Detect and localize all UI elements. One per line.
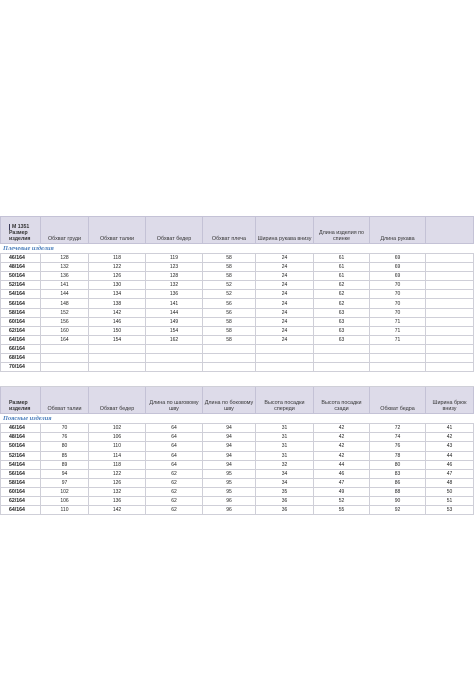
value-cell [426,308,474,317]
size-cell: 64/164 [1,335,41,344]
value-cell: 36 [256,496,314,505]
upper-section-row [1,244,474,254]
value-cell: 62 [146,487,203,496]
size-cell: 70/164 [1,363,41,372]
value-cell: 95 [203,478,256,487]
value-cell: 136 [89,496,146,505]
value-cell: 71 [370,317,426,326]
value-cell: 136 [146,290,203,299]
value-cell: 128 [41,254,89,263]
value-cell [256,363,314,372]
value-cell: 149 [146,317,203,326]
value-cell: 42 [314,424,370,433]
value-cell: 69 [370,272,426,281]
value-cell: 62 [146,469,203,478]
value-cell: 62 [314,299,370,308]
value-cell [426,281,474,290]
value-cell [89,354,146,363]
value-cell [426,254,474,263]
value-cell: 132 [41,263,89,272]
value-cell: 58 [203,254,256,263]
column-header: Обхват плеча [203,217,256,244]
column-header: Ширина брюк внизу [426,387,474,414]
value-cell: 52 [314,496,370,505]
value-cell [426,326,474,335]
value-cell [426,263,474,272]
value-cell: 62 [146,496,203,505]
column-header: Длина изделия по спинке [314,217,370,244]
lower-header-row [1,387,474,414]
value-cell: 152 [41,308,89,317]
value-cell [426,335,474,344]
value-cell: 31 [256,451,314,460]
value-cell: 78 [370,451,426,460]
size-header-label: Размер изделия [9,230,31,242]
table-row [1,290,474,299]
value-cell: 46 [314,469,370,478]
value-cell: 74 [370,433,426,442]
table-row [1,281,474,290]
value-cell: 148 [41,299,89,308]
value-cell: 34 [256,478,314,487]
value-cell [89,363,146,372]
value-cell: 35 [256,487,314,496]
value-cell: 24 [256,335,314,344]
value-cell: 64 [146,442,203,451]
value-cell: 56 [203,299,256,308]
value-cell: 76 [370,442,426,451]
value-cell: 24 [256,326,314,335]
value-cell: 58 [203,317,256,326]
value-cell: 63 [314,308,370,317]
value-cell: 94 [203,442,256,451]
table-row [1,424,474,433]
table-row [1,469,474,478]
value-cell: 24 [256,299,314,308]
lower-section-row [1,414,474,424]
value-cell: 142 [89,308,146,317]
size-cell: 62/164 [1,496,41,505]
value-cell: 43 [426,442,474,451]
value-cell: 95 [203,487,256,496]
value-cell: 64 [146,460,203,469]
column-header: Высота посадки спереди [256,387,314,414]
table-row [1,487,474,496]
value-cell: 80 [370,460,426,469]
table-row [1,272,474,281]
value-cell: 24 [256,254,314,263]
size-cell: 54/164 [1,290,41,299]
value-cell: 63 [314,317,370,326]
column-header: Длина по боковому шву [203,387,256,414]
table-row [1,317,474,326]
value-cell: 92 [370,506,426,515]
value-cell [426,354,474,363]
value-cell: 31 [256,442,314,451]
value-cell [41,354,89,363]
upper-garments-table [1,217,474,372]
value-cell: 58 [203,335,256,344]
value-cell: 48 [426,478,474,487]
table-row [1,308,474,317]
value-cell: 96 [203,496,256,505]
value-cell: 132 [89,487,146,496]
value-cell: 64 [146,451,203,460]
value-cell: 156 [41,317,89,326]
size-cell: 56/164 [1,299,41,308]
value-cell: 52 [203,290,256,299]
value-cell: 47 [426,469,474,478]
value-cell: 132 [146,281,203,290]
table-spacer [1,372,474,387]
value-cell: 44 [426,451,474,460]
value-cell: 24 [256,263,314,272]
size-cell: 50/164 [1,442,41,451]
value-cell: 76 [41,433,89,442]
table-row [1,442,474,451]
section-title: Поясные изделия [1,414,474,424]
table-row [1,478,474,487]
size-chart-sheet [0,216,467,514]
value-cell: 134 [89,290,146,299]
size-cell: 58/164 [1,478,41,487]
table-row [1,263,474,272]
value-cell: 64 [146,424,203,433]
size-cell: 64/164 [1,506,41,515]
value-cell: 96 [203,506,256,515]
value-cell: 61 [314,263,370,272]
value-cell: 47 [314,478,370,487]
size-column-header [1,217,41,244]
value-cell [203,354,256,363]
value-cell: 146 [89,317,146,326]
value-cell: 31 [256,433,314,442]
value-cell: 154 [146,326,203,335]
size-cell: 48/164 [1,263,41,272]
size-header-label: Размер изделия [9,400,31,413]
value-cell: 42 [314,442,370,451]
value-cell: 141 [41,281,89,290]
value-cell: 90 [370,496,426,505]
value-cell: 80 [41,442,89,451]
value-cell: 106 [41,496,89,505]
table-row [1,254,474,263]
value-cell: 122 [89,469,146,478]
value-cell: 102 [41,487,89,496]
value-cell: 106 [89,433,146,442]
value-cell: 24 [256,317,314,326]
table-row [1,496,474,505]
value-cell [41,344,89,353]
table-row [1,299,474,308]
value-cell: 58 [203,272,256,281]
value-cell: 62 [146,478,203,487]
value-cell: 123 [146,263,203,272]
table-row [1,433,474,442]
value-cell: 58 [203,263,256,272]
value-cell [41,363,89,372]
value-cell: 42 [426,433,474,442]
column-header: Обхват бедер [146,217,203,244]
value-cell [426,363,474,372]
value-cell: 136 [41,272,89,281]
value-cell: 62 [314,281,370,290]
value-cell: 71 [370,326,426,335]
value-cell: 72 [370,424,426,433]
value-cell: 141 [146,299,203,308]
value-cell: 32 [256,460,314,469]
lower-garments-table [1,387,474,515]
column-header: Обхват талии [41,387,89,414]
size-chart-table [0,216,474,515]
value-cell: 118 [89,254,146,263]
size-cell: 62/164 [1,326,41,335]
value-cell [314,363,370,372]
value-cell: 150 [89,326,146,335]
value-cell: 86 [370,478,426,487]
value-cell: 70 [370,281,426,290]
value-cell: 62 [146,506,203,515]
section-title: Плечевые изделия [1,244,474,254]
value-cell: 42 [314,451,370,460]
size-cell: 52/164 [1,451,41,460]
value-cell: 118 [89,460,146,469]
value-cell: 61 [314,254,370,263]
size-cell: 56/164 [1,469,41,478]
value-cell [256,344,314,353]
column-header: Обхват бедер [89,387,146,414]
size-column-header [1,387,41,414]
value-cell: 164 [41,335,89,344]
value-cell: 94 [203,424,256,433]
upper-header-row [1,217,474,244]
table-row [1,451,474,460]
value-cell [370,354,426,363]
value-cell: 128 [146,272,203,281]
value-cell [426,299,474,308]
column-header: Ширина рукава внизу [256,217,314,244]
model-code: М 1351 [9,224,40,230]
value-cell [146,354,203,363]
value-cell: 122 [89,263,146,272]
table-row [1,506,474,515]
value-cell: 63 [314,335,370,344]
value-cell: 46 [426,460,474,469]
value-cell: 55 [314,506,370,515]
value-cell [203,363,256,372]
table-row [1,326,474,335]
value-cell: 69 [370,263,426,272]
value-cell: 51 [426,496,474,505]
value-cell: 154 [89,335,146,344]
value-cell: 53 [426,506,474,515]
value-cell: 70 [370,290,426,299]
value-cell [370,363,426,372]
table-row [1,460,474,469]
value-cell: 110 [89,442,146,451]
value-cell: 94 [41,469,89,478]
column-header: Длина по шаговому шву [146,387,203,414]
value-cell: 36 [256,506,314,515]
value-cell [426,344,474,353]
value-cell [146,363,203,372]
column-header: Обхват талии [89,217,146,244]
column-header: Длина рукава [370,217,426,244]
value-cell: 64 [146,433,203,442]
value-cell: 63 [314,326,370,335]
column-header: Обхват груди [41,217,89,244]
table-row [1,354,474,363]
value-cell: 24 [256,290,314,299]
value-cell: 50 [426,487,474,496]
value-cell: 160 [41,326,89,335]
column-header: Высота посадки сзади [314,387,370,414]
value-cell: 130 [89,281,146,290]
value-cell: 70 [370,308,426,317]
value-cell: 138 [89,299,146,308]
value-cell: 94 [203,460,256,469]
value-cell: 126 [89,272,146,281]
table-row [1,344,474,353]
value-cell: 94 [203,433,256,442]
value-cell: 71 [370,335,426,344]
table-row [1,335,474,344]
size-cell: 46/164 [1,424,41,433]
value-cell: 114 [89,451,146,460]
value-cell: 162 [146,335,203,344]
value-cell [314,354,370,363]
value-cell [146,344,203,353]
value-cell: 52 [203,281,256,290]
value-cell: 88 [370,487,426,496]
value-cell: 102 [89,424,146,433]
value-cell: 24 [256,272,314,281]
value-cell: 61 [314,272,370,281]
value-cell [426,317,474,326]
column-header [426,217,474,244]
size-cell: 66/164 [1,344,41,353]
value-cell: 24 [256,308,314,317]
value-cell: 89 [41,460,89,469]
size-cell: 60/164 [1,487,41,496]
value-cell: 44 [314,460,370,469]
value-cell: 58 [203,326,256,335]
value-cell: 142 [89,506,146,515]
size-cell: 58/164 [1,308,41,317]
column-header: Обхват бедра [370,387,426,414]
value-cell: 69 [370,254,426,263]
value-cell: 70 [41,424,89,433]
value-cell [370,344,426,353]
size-cell: 68/164 [1,354,41,363]
value-cell: 62 [314,290,370,299]
size-cell: 54/164 [1,460,41,469]
value-cell: 31 [256,424,314,433]
size-cell: 50/164 [1,272,41,281]
value-cell: 70 [370,299,426,308]
value-cell: 144 [41,290,89,299]
value-cell: 49 [314,487,370,496]
value-cell: 83 [370,469,426,478]
value-cell: 119 [146,254,203,263]
value-cell: 126 [89,478,146,487]
value-cell [203,344,256,353]
value-cell: 95 [203,469,256,478]
value-cell [426,290,474,299]
value-cell [426,272,474,281]
value-cell [314,344,370,353]
value-cell [89,344,146,353]
value-cell: 34 [256,469,314,478]
value-cell: 56 [203,308,256,317]
value-cell: 85 [41,451,89,460]
value-cell: 41 [426,424,474,433]
value-cell [256,354,314,363]
table-row [1,363,474,372]
value-cell: 94 [203,451,256,460]
value-cell: 42 [314,433,370,442]
value-cell: 110 [41,506,89,515]
value-cell: 144 [146,308,203,317]
size-cell: 52/164 [1,281,41,290]
value-cell: 24 [256,281,314,290]
size-cell: 48/164 [1,433,41,442]
size-cell: 46/164 [1,254,41,263]
size-cell: 60/164 [1,317,41,326]
value-cell: 97 [41,478,89,487]
